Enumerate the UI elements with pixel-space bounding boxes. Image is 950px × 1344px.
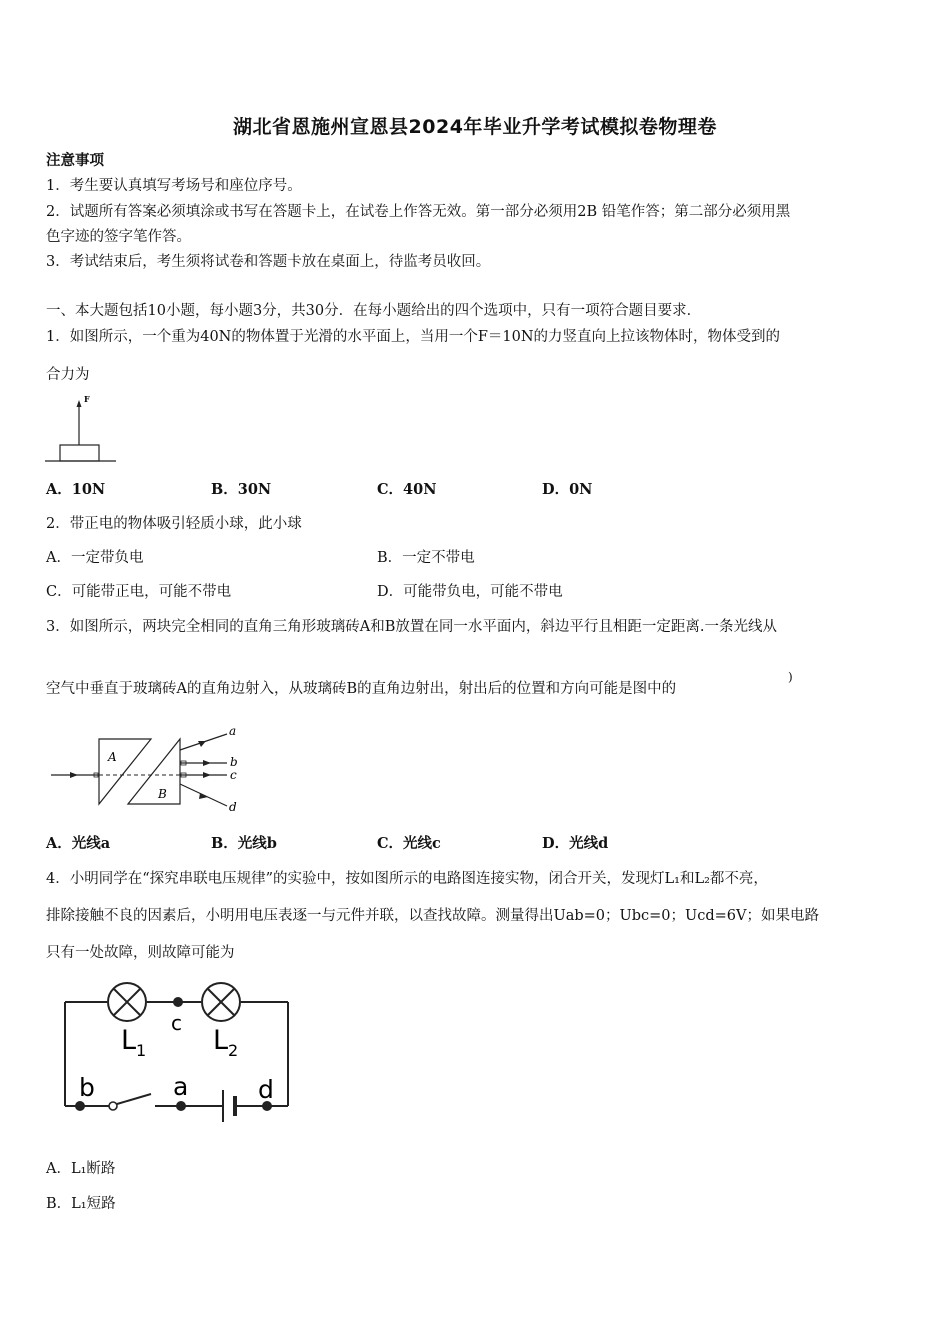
ray-b-arrow <box>203 760 211 766</box>
q3-option-a[interactable]: A．光线a <box>46 835 111 852</box>
q2-option-c[interactable]: C．可能带正电，可能不带电 <box>46 584 232 600</box>
switch-pivot <box>109 1102 117 1110</box>
q2-stem: 2．带正电的物体吸引轻质小球，此小球 <box>46 516 302 532</box>
q1-option-c[interactable]: C．40N <box>377 481 437 498</box>
block-object <box>60 445 99 461</box>
lamp-l2-label <box>213 1025 238 1060</box>
node-a-label: a <box>173 1072 189 1101</box>
notice-item: 3．考试结束后，考生须将试卷和答题卡放在桌面上，待监考员收回。 <box>46 254 491 270</box>
q1-option-b[interactable]: B．30N <box>211 481 272 498</box>
q2-option-d[interactable]: D．可能带负电，可能不带电 <box>377 584 563 600</box>
switch-lever <box>117 1094 151 1104</box>
notice-heading: 注意事项 <box>46 152 104 169</box>
ray-a-label: a <box>229 724 237 738</box>
q2-option-a[interactable]: A．一定带负电 <box>46 550 144 566</box>
lamp-l2-letter: L <box>213 1025 229 1056</box>
q2-option-b[interactable]: B．一定不带电 <box>377 550 475 566</box>
q3-option-b[interactable]: B．光线b <box>211 835 277 852</box>
q4-option-b[interactable]: B．L₁短路 <box>46 1196 116 1212</box>
q3-prism-diagram <box>46 722 246 818</box>
q1-stem-line1: 1．如图所示，一个重为40N的物体置于光滑的水平面上，当用一个F＝10N的力竖直向上拉该物体时，物体受到的 <box>46 329 781 345</box>
q4-option-a[interactable]: A．L₁断路 <box>46 1161 116 1177</box>
force-label: F <box>84 394 90 404</box>
q1-option-d[interactable]: D．0N <box>542 481 593 498</box>
q4-circuit-diagram <box>55 982 300 1132</box>
prism-a <box>99 739 151 804</box>
q3-paren: ) <box>788 670 793 684</box>
ray-c-arrow <box>203 772 211 778</box>
node-c <box>173 997 183 1007</box>
lamp-l1-letter: L <box>121 1025 137 1056</box>
lamp-l2-subscript: 2 <box>228 1041 239 1060</box>
notice-item: 色字迹的签字笔作答。 <box>46 229 191 245</box>
q1-stem-line2: 合力为 <box>46 367 90 383</box>
notice-item: 1．考生要认真填写考场号和座位序号。 <box>46 178 302 194</box>
q4-stem-line2: 排除接触不良的因素后，小明用电压表逐一与元件并联，以查找故障。测量得出Uab=0；Ubc=0；Ucd=6V；如果电路 <box>46 908 819 924</box>
page-title: 湖北省恩施州宣恩县2024年毕业升学考试模拟卷物理卷 <box>233 116 717 138</box>
prism-b-label: B <box>158 787 167 801</box>
ray-c-label: c <box>230 768 237 782</box>
section-heading: 一、本大题包括10小题，每小题3分，共30分．在每小题给出的四个选项中，只有一项符合题目要求． <box>46 303 702 319</box>
ray-d-label: d <box>229 800 237 814</box>
prism-b <box>128 739 180 804</box>
q1-force-diagram <box>40 392 130 467</box>
q1-option-a[interactable]: A．10N <box>46 481 106 498</box>
lamp-l1-subscript: 1 <box>136 1041 147 1060</box>
notice-item: 2．试题所有答案必须填涂或书写在答题卡上，在试卷上作答无效。第一部分必须用2B 铅笔作答；第二部分必须用黑 <box>46 204 791 220</box>
prism-a-label: A <box>108 750 117 764</box>
incident-ray-arrow <box>70 772 78 778</box>
lamp-l1-label <box>121 1025 146 1060</box>
q3-option-c[interactable]: C．光线c <box>377 835 441 852</box>
node-c-label: c <box>171 1011 182 1035</box>
node-a <box>176 1101 186 1111</box>
q3-option-d[interactable]: D．光线d <box>542 835 609 852</box>
force-arrow-head <box>77 400 82 407</box>
node-b-label: b <box>79 1073 95 1102</box>
node-b <box>75 1101 85 1111</box>
q3-stem-line1: 3．如图所示，两块完全相同的直角三角形玻璃砖A和B放置在同一水平面内，斜边平行且相距一定距离.一条光线从 <box>46 619 777 635</box>
q4-stem-line3: 只有一处故障，则故障可能为 <box>46 945 235 961</box>
q4-stem-line1: 4．小明同学在“探究串联电压规律”的实验中，按如图所示的电路图连接实物，闭合开关，发现灯L₁和L₂都不亮， <box>46 871 768 887</box>
ray-b-label: b <box>230 755 238 769</box>
node-d-label: d <box>258 1075 274 1104</box>
q3-stem-line2: 空气中垂直于玻璃砖A的直角边射入，从玻璃砖B的直角边射出，射出后的位置和方向可能是图中的 <box>46 681 677 697</box>
